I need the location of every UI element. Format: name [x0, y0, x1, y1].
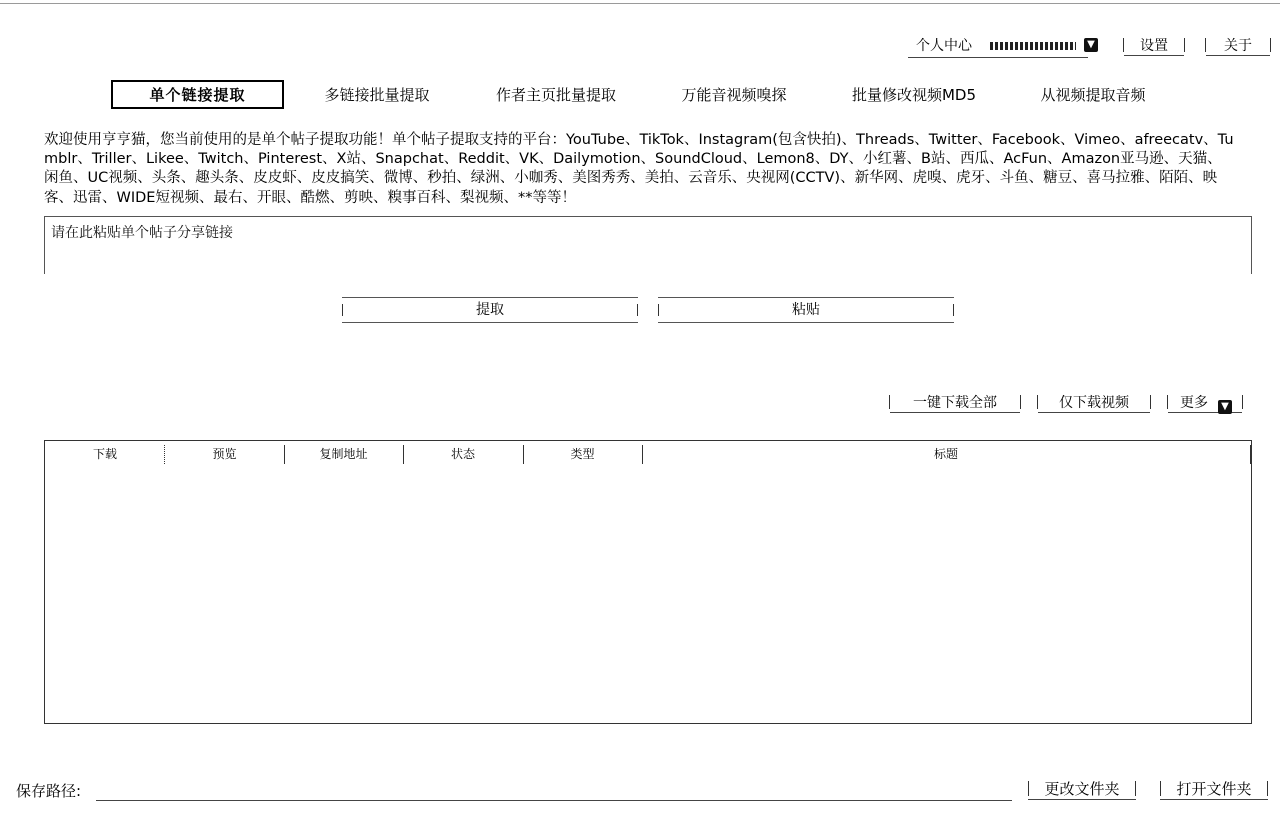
column-header-preview[interactable]: 预览	[212, 447, 237, 461]
user-account-masked	[990, 42, 1076, 50]
column-header-copy-address[interactable]: 复制地址	[319, 447, 368, 461]
settings-button[interactable]: 设置	[1124, 36, 1184, 56]
supported-platforms-description: 欢迎使用亨亨猫，您当前使用的是单个帖子提取功能！单个帖子提取支持的平台：YouTube、TikTok、Instagram(包含快拍)、Threads、Twitter、Facebook、Vimeo、afreecatv、Tumblr、Triller、Likee、Twitch、Pinterest、X站、Snapchat、Reddit、VK、Dailymotion、SoundCloud、Lemon8、DY、小红薯、B站、西瓜、AcFun、Amazon亚马逊、天猫、闲鱼、UC视频、头条、趣头条、皮皮虾、皮皮搞笑、微博、秒拍、绿洲、小咖秀、美图秀秀、美拍、云音乐、央视网(CCTV)、新华网、虎嗅、虎牙、斗鱼、糖豆、喜马拉雅、陌陌、映客、迅雷、WIDE短视频、最右、开眼、酷燃、剪映、糗事百科、梨视频、**等等！	[44, 132, 1234, 206]
mode-tabs	[0, 80, 1280, 110]
tab-extract-audio[interactable]: 从视频提取音频	[1040, 86, 1146, 104]
download-video-only-button[interactable]: 仅下载视频	[1038, 393, 1150, 413]
window-top-border	[0, 3, 1280, 4]
results-table[interactable]	[44, 440, 1252, 724]
chevron-down-icon[interactable]: ▼	[1084, 38, 1098, 52]
tab-modify-md5[interactable]: 批量修改视频MD5	[851, 86, 977, 104]
column-header-download[interactable]: 下载	[92, 447, 117, 461]
save-path-field[interactable]	[96, 781, 1012, 801]
column-header-title[interactable]: 标题	[933, 447, 958, 461]
tab-multi-link[interactable]: 多链接批量提取	[324, 86, 430, 104]
open-folder-button[interactable]: 打开文件夹	[1160, 778, 1268, 800]
column-divider	[1250, 445, 1251, 464]
user-center-label: 个人中心	[916, 38, 972, 54]
save-path-label: 保存路径:	[16, 782, 82, 800]
link-input[interactable]	[45, 217, 1251, 274]
change-folder-button[interactable]: 更改文件夹	[1028, 778, 1136, 800]
more-label: 更多	[1180, 395, 1208, 411]
download-all-button[interactable]: 一键下载全部	[890, 393, 1020, 413]
tab-single-link[interactable]: 单个链接提取	[111, 80, 284, 109]
column-header-status[interactable]: 状态	[450, 447, 475, 461]
column-header-type[interactable]: 类型	[570, 447, 595, 461]
about-button[interactable]: 关于	[1206, 36, 1270, 56]
user-center-dropdown[interactable]	[908, 36, 1104, 58]
extract-button[interactable]: 提取	[342, 297, 638, 323]
user-center-underline	[908, 57, 1088, 58]
link-input-container	[44, 216, 1252, 274]
tab-author-homepage[interactable]: 作者主页批量提取	[495, 86, 616, 104]
tab-media-sniff[interactable]: 万能音视频嗅探	[681, 86, 787, 104]
chevron-down-icon[interactable]: ▼	[1218, 400, 1232, 414]
more-dropdown[interactable]	[1168, 393, 1242, 413]
paste-button[interactable]: 粘贴	[658, 297, 954, 323]
